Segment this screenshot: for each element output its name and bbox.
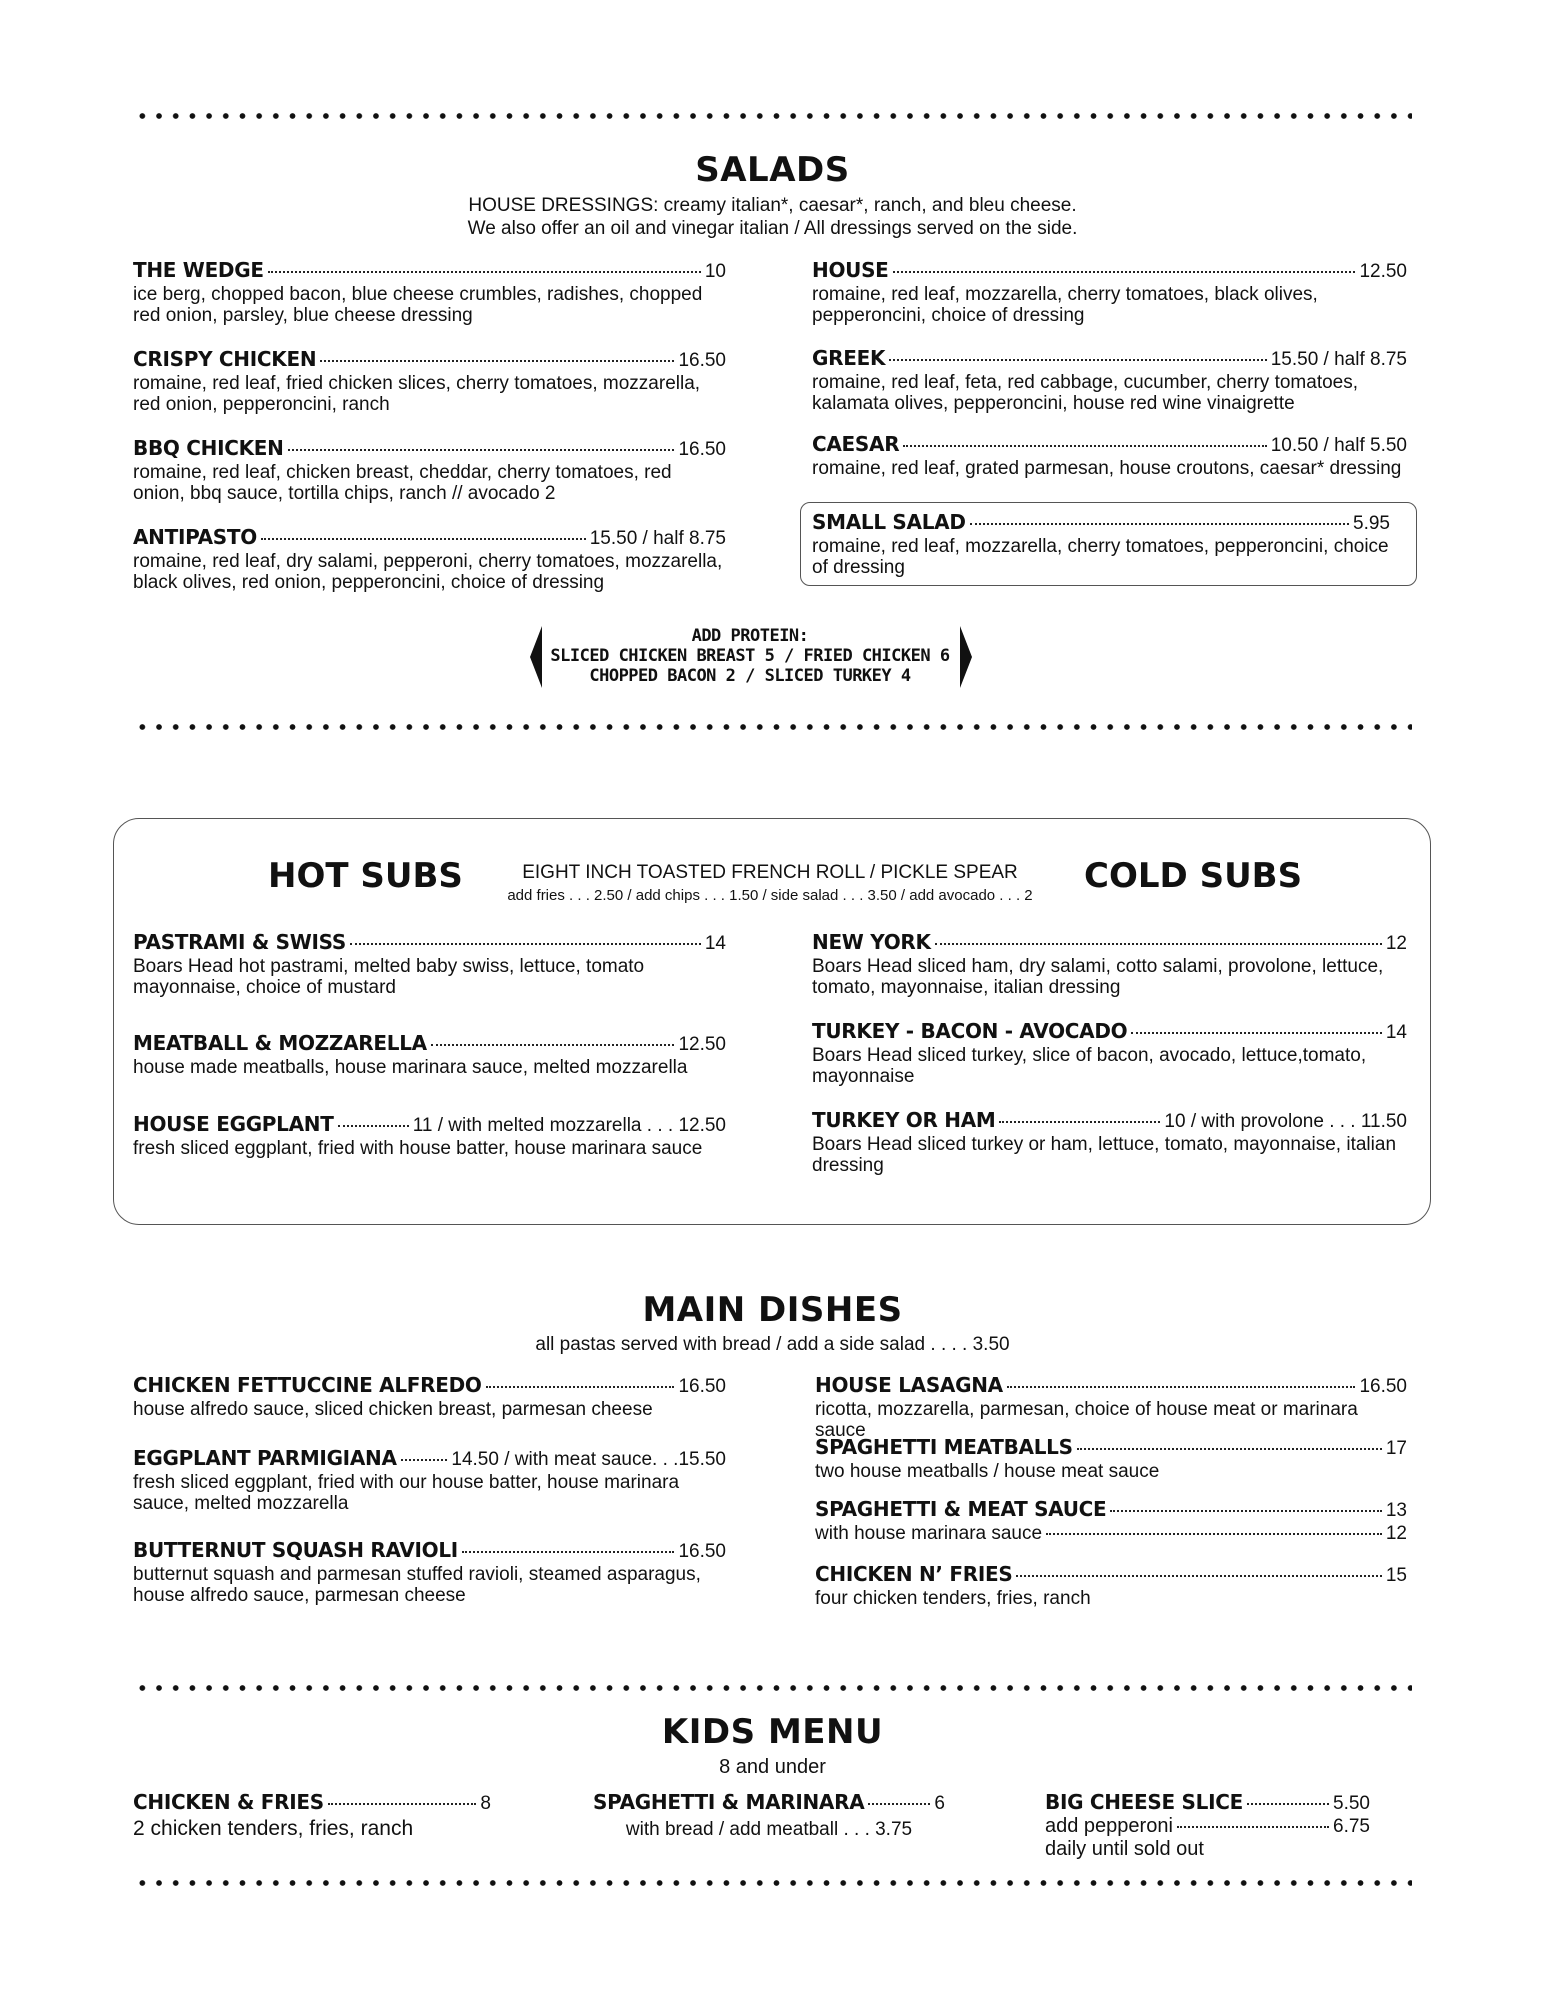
item-sub-price: 12 [1385,1523,1407,1544]
salads-oil-vinegar-note: We also offer an oil and vinegar italian / All dressings served on the side. [467,218,1078,239]
menu-item-pastrami-swiss [133,930,726,998]
item-description: Boars Head sliced turkey, slice of bacon, avocado, lettuce,tomato, mayonnaise [812,1045,1367,1087]
item-name: CAESAR [812,432,900,456]
item-description: romaine, red leaf, fried chicken slices, cherry tomatoes, mozzarella, red onion, pepperoncini, ranch [133,373,701,415]
item-price: 16.50 [1359,1376,1407,1397]
item-description: add pepperoni [1045,1815,1173,1837]
item-price: 5.95 [1353,513,1390,534]
item-name: CHICKEN FETTUCCINE ALFREDO [133,1373,482,1397]
dotted-divider-bottom [134,1880,1412,1886]
menu-item-small-salad [812,510,1390,578]
item-price: 11 / with melted mozzarella . . . 12.50 [412,1115,726,1136]
item-description: fresh sliced eggplant, fried with house batter, house marinara sauce [133,1138,703,1159]
dotted-divider [134,1685,1412,1691]
menu-item-chicken-n-fries [815,1562,1407,1609]
item-name: TURKEY - BACON - AVOCADO [812,1019,1128,1043]
menu-item-kids-chicken-fries [133,1790,491,1839]
kids-menu-title: KIDS MENU [661,1712,884,1752]
item-description: fresh sliced eggplant, fried with our house batter, house marinara sauce, melted mozzarella [133,1472,680,1514]
item-price: 12 [1385,933,1407,954]
item-name: BUTTERNUT SQUASH RAVIOLI [133,1538,458,1562]
item-name: BIG CHEESE SLICE [1045,1790,1243,1814]
menu-item-the-wedge [133,258,726,326]
subs-roll-note: EIGHT INCH TOASTED FRENCH ROLL / PICKLE SPEAR [522,862,1018,883]
menu-item-house-lasagna [815,1373,1407,1441]
menu-item-eggplant-parmigiana [133,1446,726,1514]
item-price: 10.50 / half 5.50 [1270,435,1407,456]
menu-item-house-salad [812,258,1407,326]
item-price: 14 [704,933,726,954]
menu-item-chicken-fettuccine-alfredo [133,1373,726,1420]
item-name: HOUSE LASAGNA [815,1373,1003,1397]
item-price: 16.50 [678,1541,726,1562]
item-name: GREEK [812,346,886,370]
item-price: 15.50 / half 8.75 [1270,349,1407,370]
item-name: SPAGHETTI MEATBALLS [815,1435,1073,1459]
item-description: romaine, red leaf, mozzarella, cherry tomatoes, pepperoncini, choice of dressing [812,536,1389,578]
item-name: MEATBALL & MOZZARELLA [133,1031,427,1055]
menu-item-caesar [812,432,1407,479]
item-name: TURKEY OR HAM [812,1108,996,1132]
subs-addons-note: add fries . . . 2.50 / add chips . . . 1.50 / side salad . . . 3.50 / add avocado . . . 2 [507,887,1033,904]
menu-item-butternut-squash-ravioli [133,1538,726,1606]
item-description: house alfredo sauce, sliced chicken breast, parmesan cheese [133,1399,653,1420]
item-description: romaine, red leaf, mozzarella, cherry tomatoes, black olives, pepperoncini, choice of dressing [812,284,1318,326]
item-description: 2 chicken tenders, fries, ranch [133,1817,414,1840]
item-description: with house marinara sauce [815,1523,1043,1544]
item-name: EGGPLANT PARMIGIANA [133,1446,397,1470]
item-price: 12.50 [678,1034,726,1055]
item-description: four chicken tenders, fries, ranch [815,1588,1091,1609]
menu-item-turkey-bacon-avocado [812,1019,1407,1087]
item-description: romaine, red leaf, chicken breast, cheddar, cherry tomatoes, red onion, bbq sauce, tortilla chips, ranch // avocado 2 [133,462,672,504]
dotted-divider-top [134,113,1412,119]
menu-item-spaghetti-meat-sauce [815,1497,1407,1545]
item-name: THE WEDGE [133,258,264,282]
item-description: Boars Head sliced turkey or ham, lettuce, tomato, mayonnaise, italian dressing [812,1134,1397,1176]
menu-item-bbq-chicken [133,436,726,504]
item-description: Boars Head sliced ham, dry salami, cotto salami, provolone, lettuce, tomato, mayonnaise, italian dressing [812,956,1384,998]
menu-item-antipasto [133,525,726,593]
item-price: 13 [1385,1500,1407,1521]
item-price: 5.50 [1333,1793,1370,1814]
menu-item-greek [812,346,1407,414]
item-description: ricotta, mozzarella, parmesan, choice of house meat or marinara sauce [815,1399,1358,1441]
item-price: 17 [1385,1438,1407,1459]
item-description: romaine, red leaf, feta, red cabbage, cucumber, cherry tomatoes, kalamata olives, pepperoncini, house red wine vinaigrette [812,372,1359,414]
menu-item-kids-big-cheese-slice [1045,1790,1370,1860]
item-name: BBQ CHICKEN [133,436,284,460]
item-description: Boars Head hot pastrami, melted baby swiss, lettuce, tomato mayonnaise, choice of mustard [133,956,645,998]
item-name: HOUSE [812,258,889,282]
item-description: romaine, red leaf, grated parmesan, house croutons, caesar* dressing [812,458,1402,479]
menu-item-meatball-mozzarella [133,1031,726,1078]
cold-subs-title: COLD SUBS [1084,856,1303,896]
menu-item-kids-spaghetti-marinara [593,1790,945,1840]
add-protein-box [530,626,970,686]
item-price: 15 [1385,1565,1407,1586]
item-name: CRISPY CHICKEN [133,347,317,371]
item-note: daily until sold out [1045,1838,1204,1860]
item-price: 10 [704,261,726,282]
add-protein-label: ADD PROTEIN: [691,626,809,646]
main-dishes-title: MAIN DISHES [642,1290,903,1330]
menu-item-house-eggplant [133,1112,726,1159]
item-description: house made meatballs, house marinara sauce, melted mozzarella [133,1057,688,1078]
item-price: 15.50 / half 8.75 [589,528,726,549]
item-description: ice berg, chopped bacon, blue cheese crumbles, radishes, chopped red onion, parsley, blue cheese dressing [133,284,703,326]
kids-menu-subtitle: 8 and under [719,1756,826,1778]
item-name: PASTRAMI & SWISS [133,930,346,954]
item-price: 16.50 [678,350,726,371]
menu-item-crispy-chicken [133,347,726,415]
menu-item-spaghetti-meatballs [815,1435,1407,1482]
item-name: CHICKEN & FRIES [133,1790,324,1814]
item-price: 14.50 / with meat sauce. . .15.50 [451,1449,726,1470]
item-name: SPAGHETTI & MARINARA [593,1790,865,1814]
main-dishes-note: all pastas served with bread / add a side salad . . . . 3.50 [535,1334,1010,1355]
item-name: SMALL SALAD [812,510,966,534]
item-description: romaine, red leaf, dry salami, pepperoni, cherry tomatoes, mozzarella, black olives, red onion, pepperoncini, choice of dressing [133,551,723,593]
item-price: 8 [480,1793,491,1814]
item-description: two house meatballs / house meat sauce [815,1461,1160,1482]
menu-item-turkey-or-ham [812,1108,1407,1176]
menu-item-new-york [812,930,1407,998]
dotted-divider [134,724,1412,730]
item-price: 12.50 [1359,261,1407,282]
item-description: with bread / add meatball . . . 3.75 [625,1819,913,1840]
salads-dressings-note: HOUSE DRESSINGS: creamy italian*, caesar*, ranch, and bleu cheese. [468,195,1077,216]
add-protein-line-2: CHOPPED BACON 2 / SLICED TURKEY 4 [589,666,911,686]
item-name: CHICKEN N’ FRIES [815,1562,1013,1586]
item-sub-price: 6.75 [1333,1816,1370,1837]
item-price: 16.50 [678,1376,726,1397]
item-description: butternut squash and parmesan stuffed ravioli, steamed asparagus, house alfredo sauce, parmesan cheese [133,1564,701,1606]
hot-subs-title: HOT SUBS [268,856,463,896]
item-price: 10 / with provolone . . . 11.50 [1164,1111,1407,1132]
item-price: 14 [1385,1022,1407,1043]
item-name: NEW YORK [812,930,931,954]
add-protein-line-1: SLICED CHICKEN BREAST 5 / FRIED CHICKEN 6 [550,646,950,666]
item-name: SPAGHETTI & MEAT SAUCE [815,1497,1107,1521]
item-name: HOUSE EGGPLANT [133,1112,334,1136]
item-name: ANTIPASTO [133,525,257,549]
salads-title: SALADS [695,150,850,190]
item-price: 16.50 [678,439,726,460]
item-price: 6 [934,1793,945,1814]
